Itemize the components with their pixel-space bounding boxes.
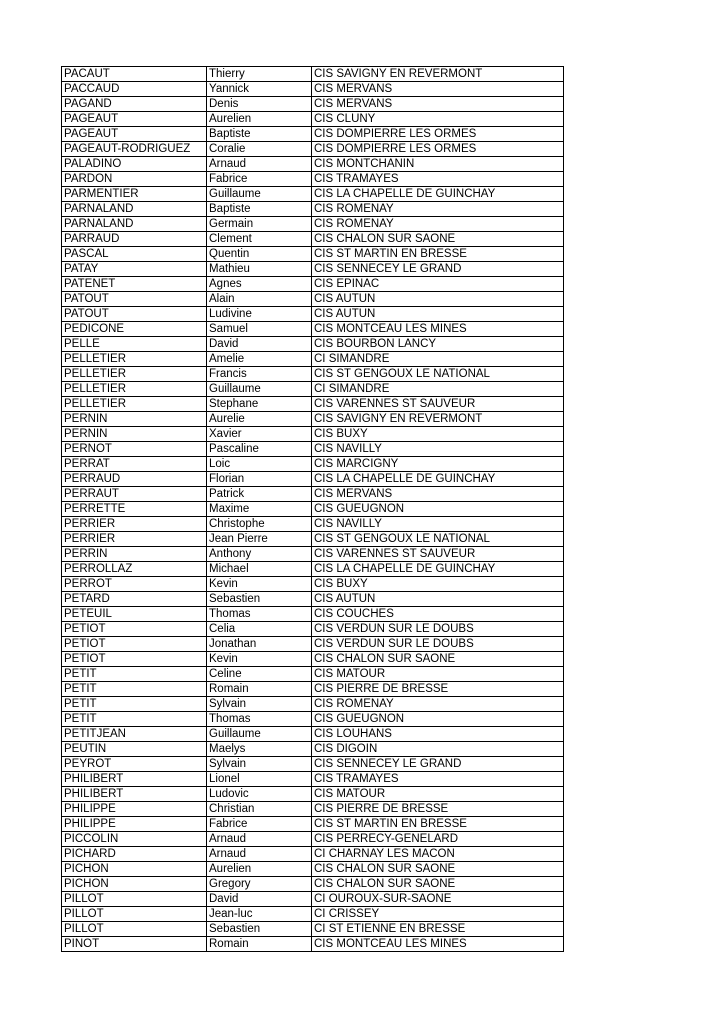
last-name-cell: PICHON (62, 877, 207, 892)
table-row (62, 922, 564, 937)
first-name-cell: Pascaline (207, 442, 312, 457)
table-row (62, 427, 564, 442)
first-name-cell: Aurelien (207, 862, 312, 877)
station-cell: CIS GUEUGNON (312, 502, 564, 517)
station-cell: CIS DOMPIERRE LES ORMES (312, 142, 564, 157)
station-cell: CIS EPINAC (312, 277, 564, 292)
station-cell: CIS AUTUN (312, 307, 564, 322)
first-name-cell: Celia (207, 622, 312, 637)
table-row (62, 787, 564, 802)
station-cell: CIS AUTUN (312, 292, 564, 307)
first-name-cell: Sebastien (207, 922, 312, 937)
station-cell: CIS LOUHANS (312, 727, 564, 742)
last-name-cell: PERROLLAZ (62, 562, 207, 577)
table-row (62, 577, 564, 592)
last-name-cell: PICHARD (62, 847, 207, 862)
last-name-cell: PELLETIER (62, 397, 207, 412)
last-name-cell: PHILIPPE (62, 817, 207, 832)
last-name-cell: PERROT (62, 577, 207, 592)
station-cell: CIS SAVIGNY EN REVERMONT (312, 67, 564, 82)
first-name-cell: Jonathan (207, 637, 312, 652)
personnel-table (61, 66, 564, 952)
table-row (62, 532, 564, 547)
first-name-cell: Stephane (207, 397, 312, 412)
last-name-cell: PAGEAUT (62, 127, 207, 142)
table-row (62, 607, 564, 622)
last-name-cell: PAGEAUT (62, 112, 207, 127)
last-name-cell: PELLETIER (62, 382, 207, 397)
table-row (62, 817, 564, 832)
first-name-cell: Arnaud (207, 832, 312, 847)
first-name-cell: Lionel (207, 772, 312, 787)
first-name-cell: Thierry (207, 67, 312, 82)
last-name-cell: PERRIN (62, 547, 207, 562)
last-name-cell: PERRAT (62, 457, 207, 472)
table-row (62, 112, 564, 127)
first-name-cell: Kevin (207, 577, 312, 592)
station-cell: CIS DIGOIN (312, 742, 564, 757)
station-cell: CIS PIERRE DE BRESSE (312, 682, 564, 697)
first-name-cell: Agnes (207, 277, 312, 292)
last-name-cell: PASCAL (62, 247, 207, 262)
table-row (62, 127, 564, 142)
table-row (62, 157, 564, 172)
table-row (62, 352, 564, 367)
last-name-cell: PERRETTE (62, 502, 207, 517)
first-name-cell: David (207, 892, 312, 907)
station-cell: CIS MONTCEAU LES MINES (312, 937, 564, 952)
first-name-cell: Patrick (207, 487, 312, 502)
first-name-cell: Sylvain (207, 697, 312, 712)
first-name-cell: Baptiste (207, 127, 312, 142)
station-cell: CIS SENNECEY LE GRAND (312, 757, 564, 772)
table-row (62, 457, 564, 472)
table-row (62, 412, 564, 427)
last-name-cell: PERRIER (62, 532, 207, 547)
first-name-cell: David (207, 337, 312, 352)
first-name-cell: Baptiste (207, 202, 312, 217)
first-name-cell: Alain (207, 292, 312, 307)
table-row (62, 802, 564, 817)
last-name-cell: PERRIER (62, 517, 207, 532)
station-cell: CIS BUXY (312, 577, 564, 592)
last-name-cell: PEYROT (62, 757, 207, 772)
table-row (62, 757, 564, 772)
table-row (62, 187, 564, 202)
first-name-cell: Francis (207, 367, 312, 382)
last-name-cell: PILLOT (62, 892, 207, 907)
station-cell: CIS LA CHAPELLE DE GUINCHAY (312, 562, 564, 577)
station-cell: CIS MATOUR (312, 787, 564, 802)
last-name-cell: PETARD (62, 592, 207, 607)
first-name-cell: Guillaume (207, 382, 312, 397)
first-name-cell: Fabrice (207, 817, 312, 832)
last-name-cell: PERNOT (62, 442, 207, 457)
first-name-cell: Clement (207, 232, 312, 247)
first-name-cell: Sebastien (207, 592, 312, 607)
station-cell: CIS MERVANS (312, 97, 564, 112)
station-cell: CIS MERVANS (312, 82, 564, 97)
table-row (62, 142, 564, 157)
station-cell: CIS CHALON SUR SAONE (312, 862, 564, 877)
last-name-cell: PEDICONE (62, 322, 207, 337)
table-row (62, 442, 564, 457)
station-cell: CI SIMANDRE (312, 352, 564, 367)
last-name-cell: PACAUT (62, 67, 207, 82)
last-name-cell: PETIOT (62, 622, 207, 637)
table-row (62, 832, 564, 847)
table-row (62, 637, 564, 652)
last-name-cell: PERRAUD (62, 472, 207, 487)
first-name-cell: Arnaud (207, 157, 312, 172)
first-name-cell: Loic (207, 457, 312, 472)
table-row (62, 307, 564, 322)
table-row (62, 727, 564, 742)
table-row (62, 202, 564, 217)
last-name-cell: PATOUT (62, 307, 207, 322)
table-row (62, 862, 564, 877)
first-name-cell: Christian (207, 802, 312, 817)
first-name-cell: Aurelie (207, 412, 312, 427)
table-row (62, 277, 564, 292)
last-name-cell: PETIOT (62, 637, 207, 652)
first-name-cell: Arnaud (207, 847, 312, 862)
last-name-cell: PETIT (62, 712, 207, 727)
last-name-cell: PETEUIL (62, 607, 207, 622)
station-cell: CI ST ETIENNE EN BRESSE (312, 922, 564, 937)
table-row (62, 622, 564, 637)
first-name-cell: Samuel (207, 322, 312, 337)
table-row (62, 592, 564, 607)
first-name-cell: Coralie (207, 142, 312, 157)
first-name-cell: Fabrice (207, 172, 312, 187)
first-name-cell: Christophe (207, 517, 312, 532)
first-name-cell: Gregory (207, 877, 312, 892)
first-name-cell: Maxime (207, 502, 312, 517)
table-row (62, 217, 564, 232)
table-row (62, 172, 564, 187)
first-name-cell: Jean Pierre (207, 532, 312, 547)
table-row (62, 367, 564, 382)
last-name-cell: PILLOT (62, 922, 207, 937)
station-cell: CI CRISSEY (312, 907, 564, 922)
first-name-cell: Ludovic (207, 787, 312, 802)
first-name-cell: Germain (207, 217, 312, 232)
first-name-cell: Yannick (207, 82, 312, 97)
station-cell: CIS COUCHES (312, 607, 564, 622)
first-name-cell: Romain (207, 682, 312, 697)
first-name-cell: Florian (207, 472, 312, 487)
station-cell: CIS BOURBON LANCY (312, 337, 564, 352)
personnel-table-body (62, 67, 564, 952)
first-name-cell: Jean-luc (207, 907, 312, 922)
first-name-cell: Celine (207, 667, 312, 682)
table-row (62, 322, 564, 337)
table-row (62, 712, 564, 727)
last-name-cell: PELLETIER (62, 367, 207, 382)
station-cell: CIS MERVANS (312, 487, 564, 502)
station-cell: CIS DOMPIERRE LES ORMES (312, 127, 564, 142)
table-row (62, 487, 564, 502)
table-row (62, 892, 564, 907)
first-name-cell: Thomas (207, 607, 312, 622)
first-name-cell: Michael (207, 562, 312, 577)
first-name-cell: Sylvain (207, 757, 312, 772)
last-name-cell: PERRAUT (62, 487, 207, 502)
table-row (62, 292, 564, 307)
last-name-cell: PACCAUD (62, 82, 207, 97)
last-name-cell: PILLOT (62, 907, 207, 922)
last-name-cell: PELLE (62, 337, 207, 352)
last-name-cell: PAGEAUT-RODRIGUEZ (62, 142, 207, 157)
station-cell: CIS AUTUN (312, 592, 564, 607)
last-name-cell: PICHON (62, 862, 207, 877)
table-row (62, 562, 564, 577)
last-name-cell: PETIT (62, 697, 207, 712)
table-row (62, 742, 564, 757)
last-name-cell: PINOT (62, 937, 207, 952)
station-cell: CI OUROUX-SUR-SAONE (312, 892, 564, 907)
table-row (62, 67, 564, 82)
first-name-cell: Maelys (207, 742, 312, 757)
last-name-cell: PATENET (62, 277, 207, 292)
station-cell: CIS CHALON SUR SAONE (312, 877, 564, 892)
station-cell: CIS ST GENGOUX LE NATIONAL (312, 367, 564, 382)
station-cell: CI CHARNAY LES MACON (312, 847, 564, 862)
station-cell: CIS LA CHAPELLE DE GUINCHAY (312, 187, 564, 202)
station-cell: CIS NAVILLY (312, 517, 564, 532)
station-cell: CIS ST MARTIN EN BRESSE (312, 817, 564, 832)
table-row (62, 682, 564, 697)
last-name-cell: PHILIBERT (62, 772, 207, 787)
first-name-cell: Denis (207, 97, 312, 112)
last-name-cell: PAGAND (62, 97, 207, 112)
station-cell: CIS CHALON SUR SAONE (312, 652, 564, 667)
first-name-cell: Thomas (207, 712, 312, 727)
first-name-cell: Guillaume (207, 727, 312, 742)
station-cell: CIS ROMENAY (312, 697, 564, 712)
first-name-cell: Kevin (207, 652, 312, 667)
last-name-cell: PETITJEAN (62, 727, 207, 742)
table-row (62, 502, 564, 517)
station-cell: CIS VARENNES ST SAUVEUR (312, 547, 564, 562)
table-row (62, 697, 564, 712)
station-cell: CIS VERDUN SUR LE DOUBS (312, 622, 564, 637)
table-row (62, 772, 564, 787)
table-row (62, 247, 564, 262)
first-name-cell: Quentin (207, 247, 312, 262)
table-row (62, 97, 564, 112)
first-name-cell: Ludivine (207, 307, 312, 322)
table-row (62, 907, 564, 922)
table-row (62, 547, 564, 562)
station-cell: CIS CHALON SUR SAONE (312, 232, 564, 247)
station-cell: CIS CLUNY (312, 112, 564, 127)
station-cell: CIS PERRECY-GENELARD (312, 832, 564, 847)
station-cell: CIS TRAMAYES (312, 172, 564, 187)
station-cell: CIS MONTCHANIN (312, 157, 564, 172)
last-name-cell: PERNIN (62, 412, 207, 427)
first-name-cell: Amelie (207, 352, 312, 367)
first-name-cell: Romain (207, 937, 312, 952)
table-row (62, 232, 564, 247)
last-name-cell: PETIT (62, 667, 207, 682)
station-cell: CIS MONTCEAU LES MINES (312, 322, 564, 337)
first-name-cell: Anthony (207, 547, 312, 562)
last-name-cell: PERNIN (62, 427, 207, 442)
station-cell: CIS ROMENAY (312, 217, 564, 232)
table-row (62, 847, 564, 862)
last-name-cell: PATOUT (62, 292, 207, 307)
last-name-cell: PEUTIN (62, 742, 207, 757)
last-name-cell: PHILIPPE (62, 802, 207, 817)
last-name-cell: PETIT (62, 682, 207, 697)
last-name-cell: PARRAUD (62, 232, 207, 247)
table-row (62, 262, 564, 277)
last-name-cell: PHILIBERT (62, 787, 207, 802)
last-name-cell: PETIOT (62, 652, 207, 667)
station-cell: CIS BUXY (312, 427, 564, 442)
station-cell: CIS VERDUN SUR LE DOUBS (312, 637, 564, 652)
first-name-cell: Guillaume (207, 187, 312, 202)
station-cell: CIS NAVILLY (312, 442, 564, 457)
station-cell: CIS ROMENAY (312, 202, 564, 217)
last-name-cell: PARDON (62, 172, 207, 187)
last-name-cell: PATAY (62, 262, 207, 277)
station-cell: CIS VARENNES ST SAUVEUR (312, 397, 564, 412)
table-row (62, 517, 564, 532)
station-cell: CIS MARCIGNY (312, 457, 564, 472)
first-name-cell: Mathieu (207, 262, 312, 277)
last-name-cell: PELLETIER (62, 352, 207, 367)
first-name-cell: Aurelien (207, 112, 312, 127)
station-cell: CIS ST MARTIN EN BRESSE (312, 247, 564, 262)
table-row (62, 937, 564, 952)
table-row (62, 877, 564, 892)
last-name-cell: PARNALAND (62, 202, 207, 217)
table-row (62, 337, 564, 352)
last-name-cell: PICCOLIN (62, 832, 207, 847)
station-cell: CIS MATOUR (312, 667, 564, 682)
station-cell: CIS ST GENGOUX LE NATIONAL (312, 532, 564, 547)
table-row (62, 472, 564, 487)
station-cell: CIS GUEUGNON (312, 712, 564, 727)
last-name-cell: PARMENTIER (62, 187, 207, 202)
first-name-cell: Xavier (207, 427, 312, 442)
table-row (62, 652, 564, 667)
station-cell: CI SIMANDRE (312, 382, 564, 397)
station-cell: CIS SAVIGNY EN REVERMONT (312, 412, 564, 427)
last-name-cell: PALADINO (62, 157, 207, 172)
station-cell: CIS TRAMAYES (312, 772, 564, 787)
table-row (62, 397, 564, 412)
last-name-cell: PARNALAND (62, 217, 207, 232)
table-row (62, 82, 564, 97)
station-cell: CIS SENNECEY LE GRAND (312, 262, 564, 277)
station-cell: CIS PIERRE DE BRESSE (312, 802, 564, 817)
table-row (62, 382, 564, 397)
table-row (62, 667, 564, 682)
station-cell: CIS LA CHAPELLE DE GUINCHAY (312, 472, 564, 487)
